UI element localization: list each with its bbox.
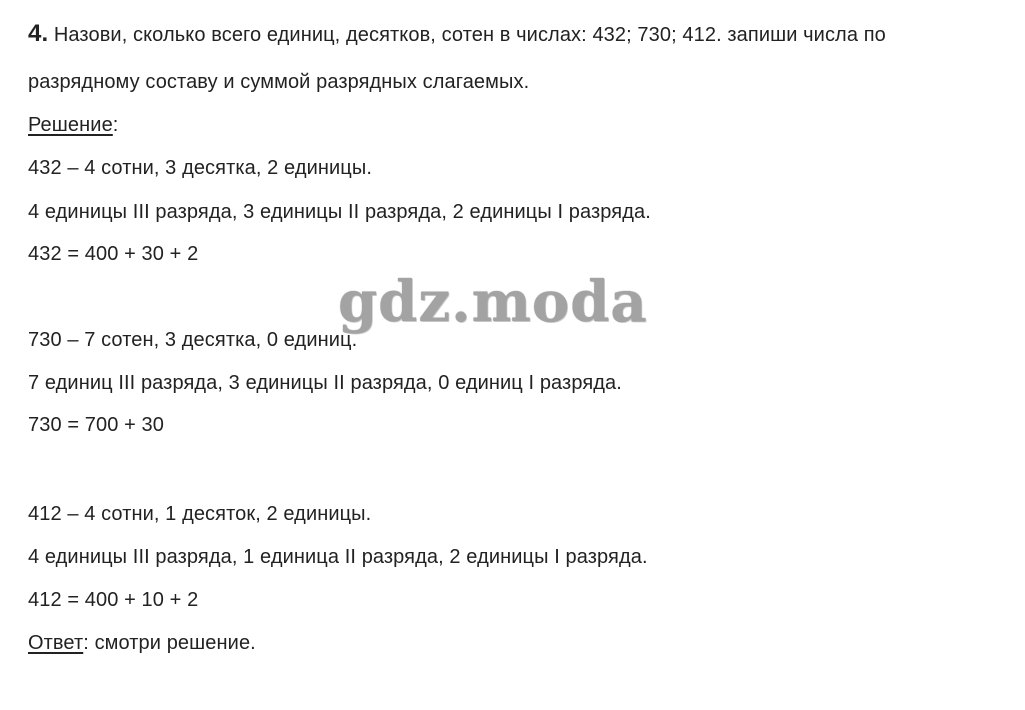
- block-412-places: 4 единицы III разряда, 1 единица II разряда, 2 единицы I разряда.: [28, 546, 648, 568]
- block-412-digits: 412 – 4 сотни, 1 десяток, 2 единицы.: [28, 503, 372, 525]
- block-432-sum: 432 = 400 + 30 + 2: [28, 243, 199, 265]
- watermark-logo: gdz.moda: [338, 269, 648, 335]
- block-432-places: 4 единицы III разряда, 3 единицы II разряда, 2 единицы I разряда.: [28, 201, 651, 223]
- block-432-digits: 432 – 4 сотни, 3 десятка, 2 единицы.: [28, 157, 372, 179]
- task-text-line-1: Назови, сколько всего единиц, десятков, сотен в числах: 432; 730; 412. запиши числа по: [53, 24, 886, 46]
- answer-line: [28, 631, 256, 655]
- task-line-1: [28, 22, 886, 47]
- solution-label: Решение: [28, 114, 113, 136]
- block-730-digits: 730 – 7 сотен, 3 десятка, 0 единиц.: [28, 329, 358, 351]
- answer-label: Ответ: [28, 632, 84, 654]
- task-number: 4.: [28, 20, 49, 47]
- solution-colon: :: [112, 114, 119, 136]
- block-730-sum: 730 = 700 + 30: [28, 414, 164, 436]
- answer-text: : смотри решение.: [83, 632, 256, 654]
- block-412-sum: 412 = 400 + 10 + 2: [28, 589, 199, 611]
- block-730-places: 7 единиц III разряда, 3 единицы II разряда, 0 единиц I разряда.: [28, 372, 622, 394]
- task-text-line-2: разрядному составу и суммой разрядных слагаемых.: [28, 71, 530, 93]
- solution-heading: [28, 113, 118, 137]
